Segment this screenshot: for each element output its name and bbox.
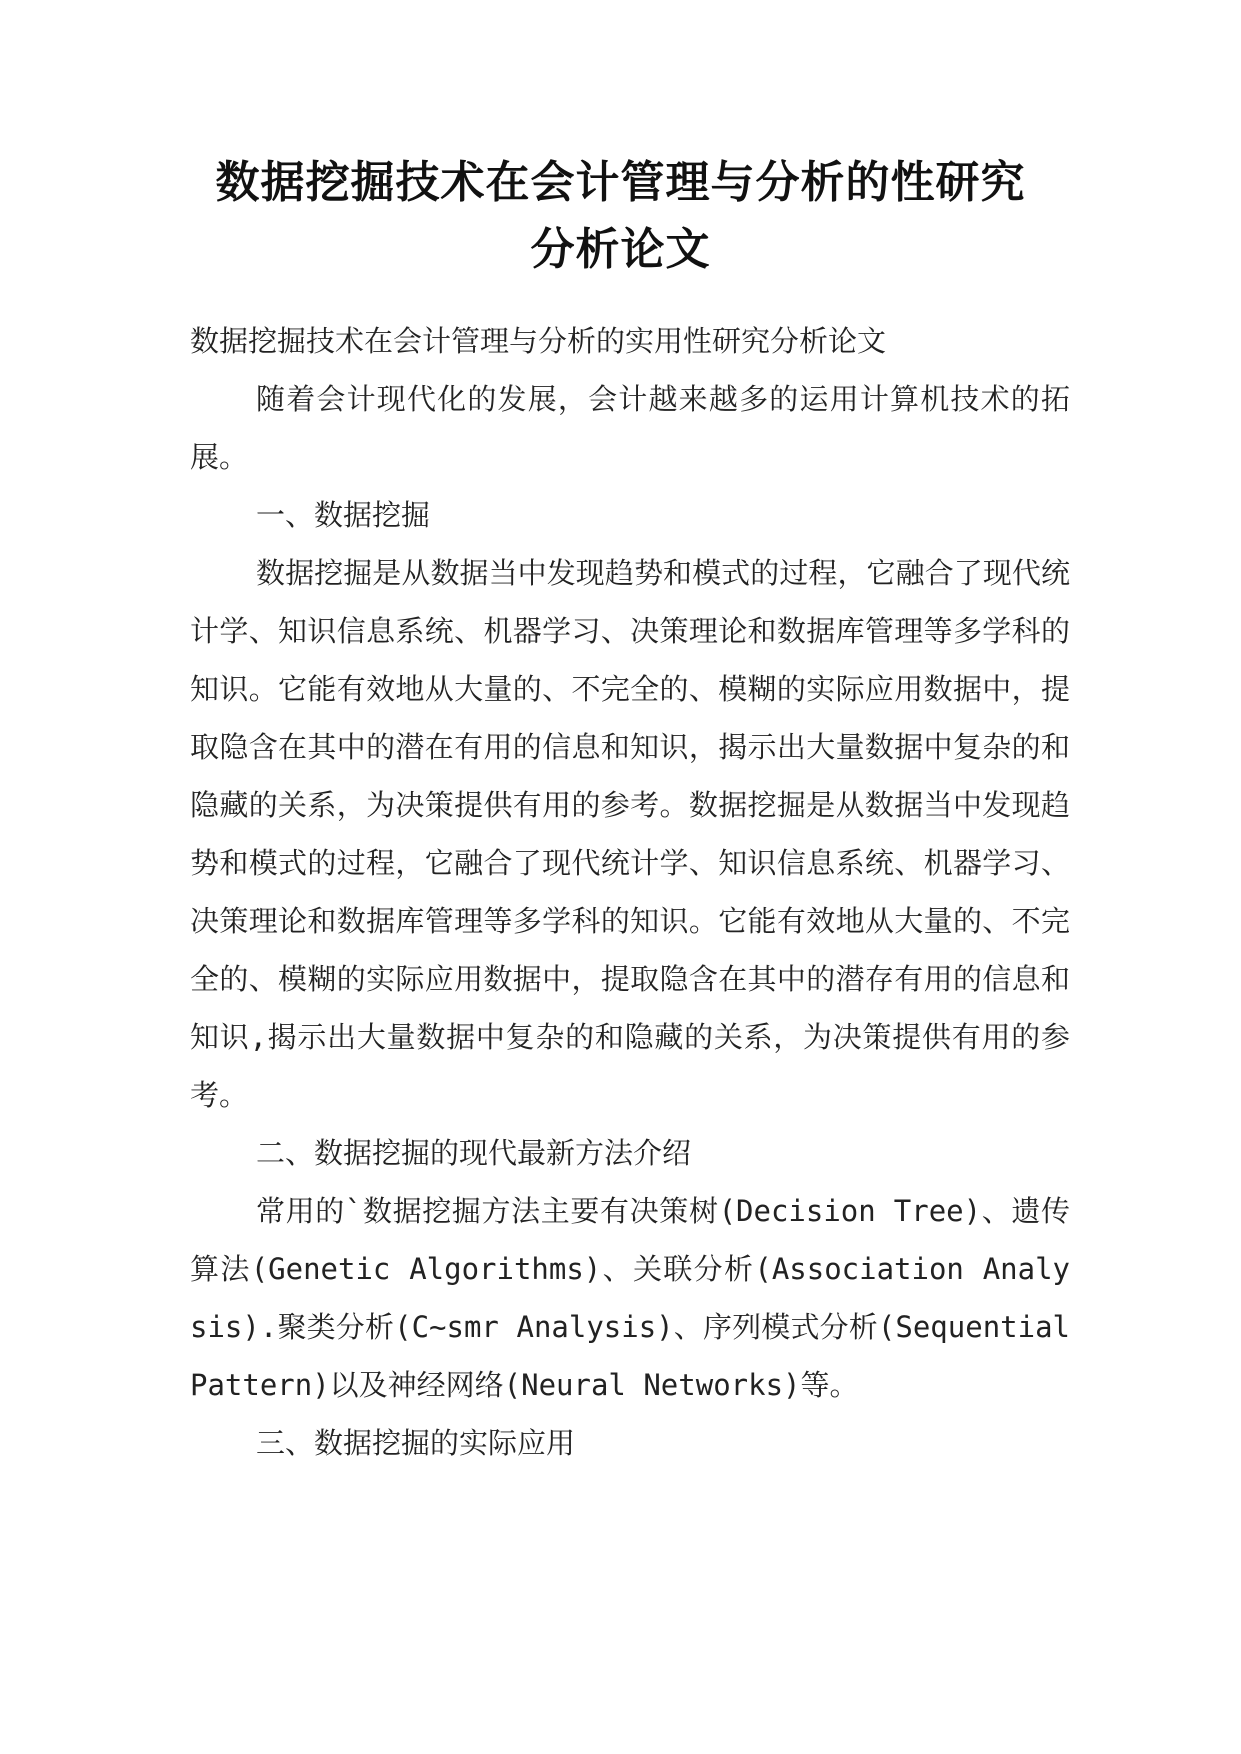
document-subtitle: 数据挖掘技术在会计管理与分析的实用性研究分析论文	[190, 324, 887, 358]
document-title-line-1: 数据挖掘技术在会计管理与分析的性研究	[215, 157, 1026, 208]
section-1-paragraph: 数据挖掘是从数据当中发现趋势和模式的过程，它融合了现代统计学、知识信息系统、机器学习、决策理论和数据库管理等多学科的知识。它能有效地从大量的、不完全的、模糊的实际应用数据中，提取隐含在其中的潜在有用的信息和知识，揭示出大量数据中复杂的和隐藏的关系，为决策提供有用的参考。数据挖掘是从数据当中发现趋势和模式的过程，它融合了现代统计学、知识信息系统、机器学习、决策理论和数据库管理等多学科的知识。它能有效地从大量的、不完全的、模糊的实际应用数据中，提取隐含在其中的潜存有用的信息和知识,揭示出大量数据中复杂的和隐藏的关系，为决策提供有用的参考。	[190, 556, 1070, 1112]
intro-paragraph: 随着会计现代化的发展，会计越来越多的运用计算机技术的拓展。	[190, 382, 1070, 474]
section-3-heading: 三、数据挖掘的实际应用	[256, 1426, 576, 1460]
document-title-line-2: 分析论文	[530, 224, 711, 275]
document-body	[190, 312, 1070, 1472]
section-2-heading: 二、数据挖掘的现代最新方法介绍	[256, 1136, 692, 1170]
section-2-paragraph: 常用的`数据挖掘方法主要有决策树(Decision Tree)、遗传算法(Genetic Algorithms)、关联分析(Association Analysis).聚类分析(C~smr Analysis)、序列模式分析(Sequential Pattern)以及神经网络(Neural Networks)等。	[190, 1194, 1070, 1402]
section-1-heading: 一、数据挖掘	[256, 498, 431, 532]
